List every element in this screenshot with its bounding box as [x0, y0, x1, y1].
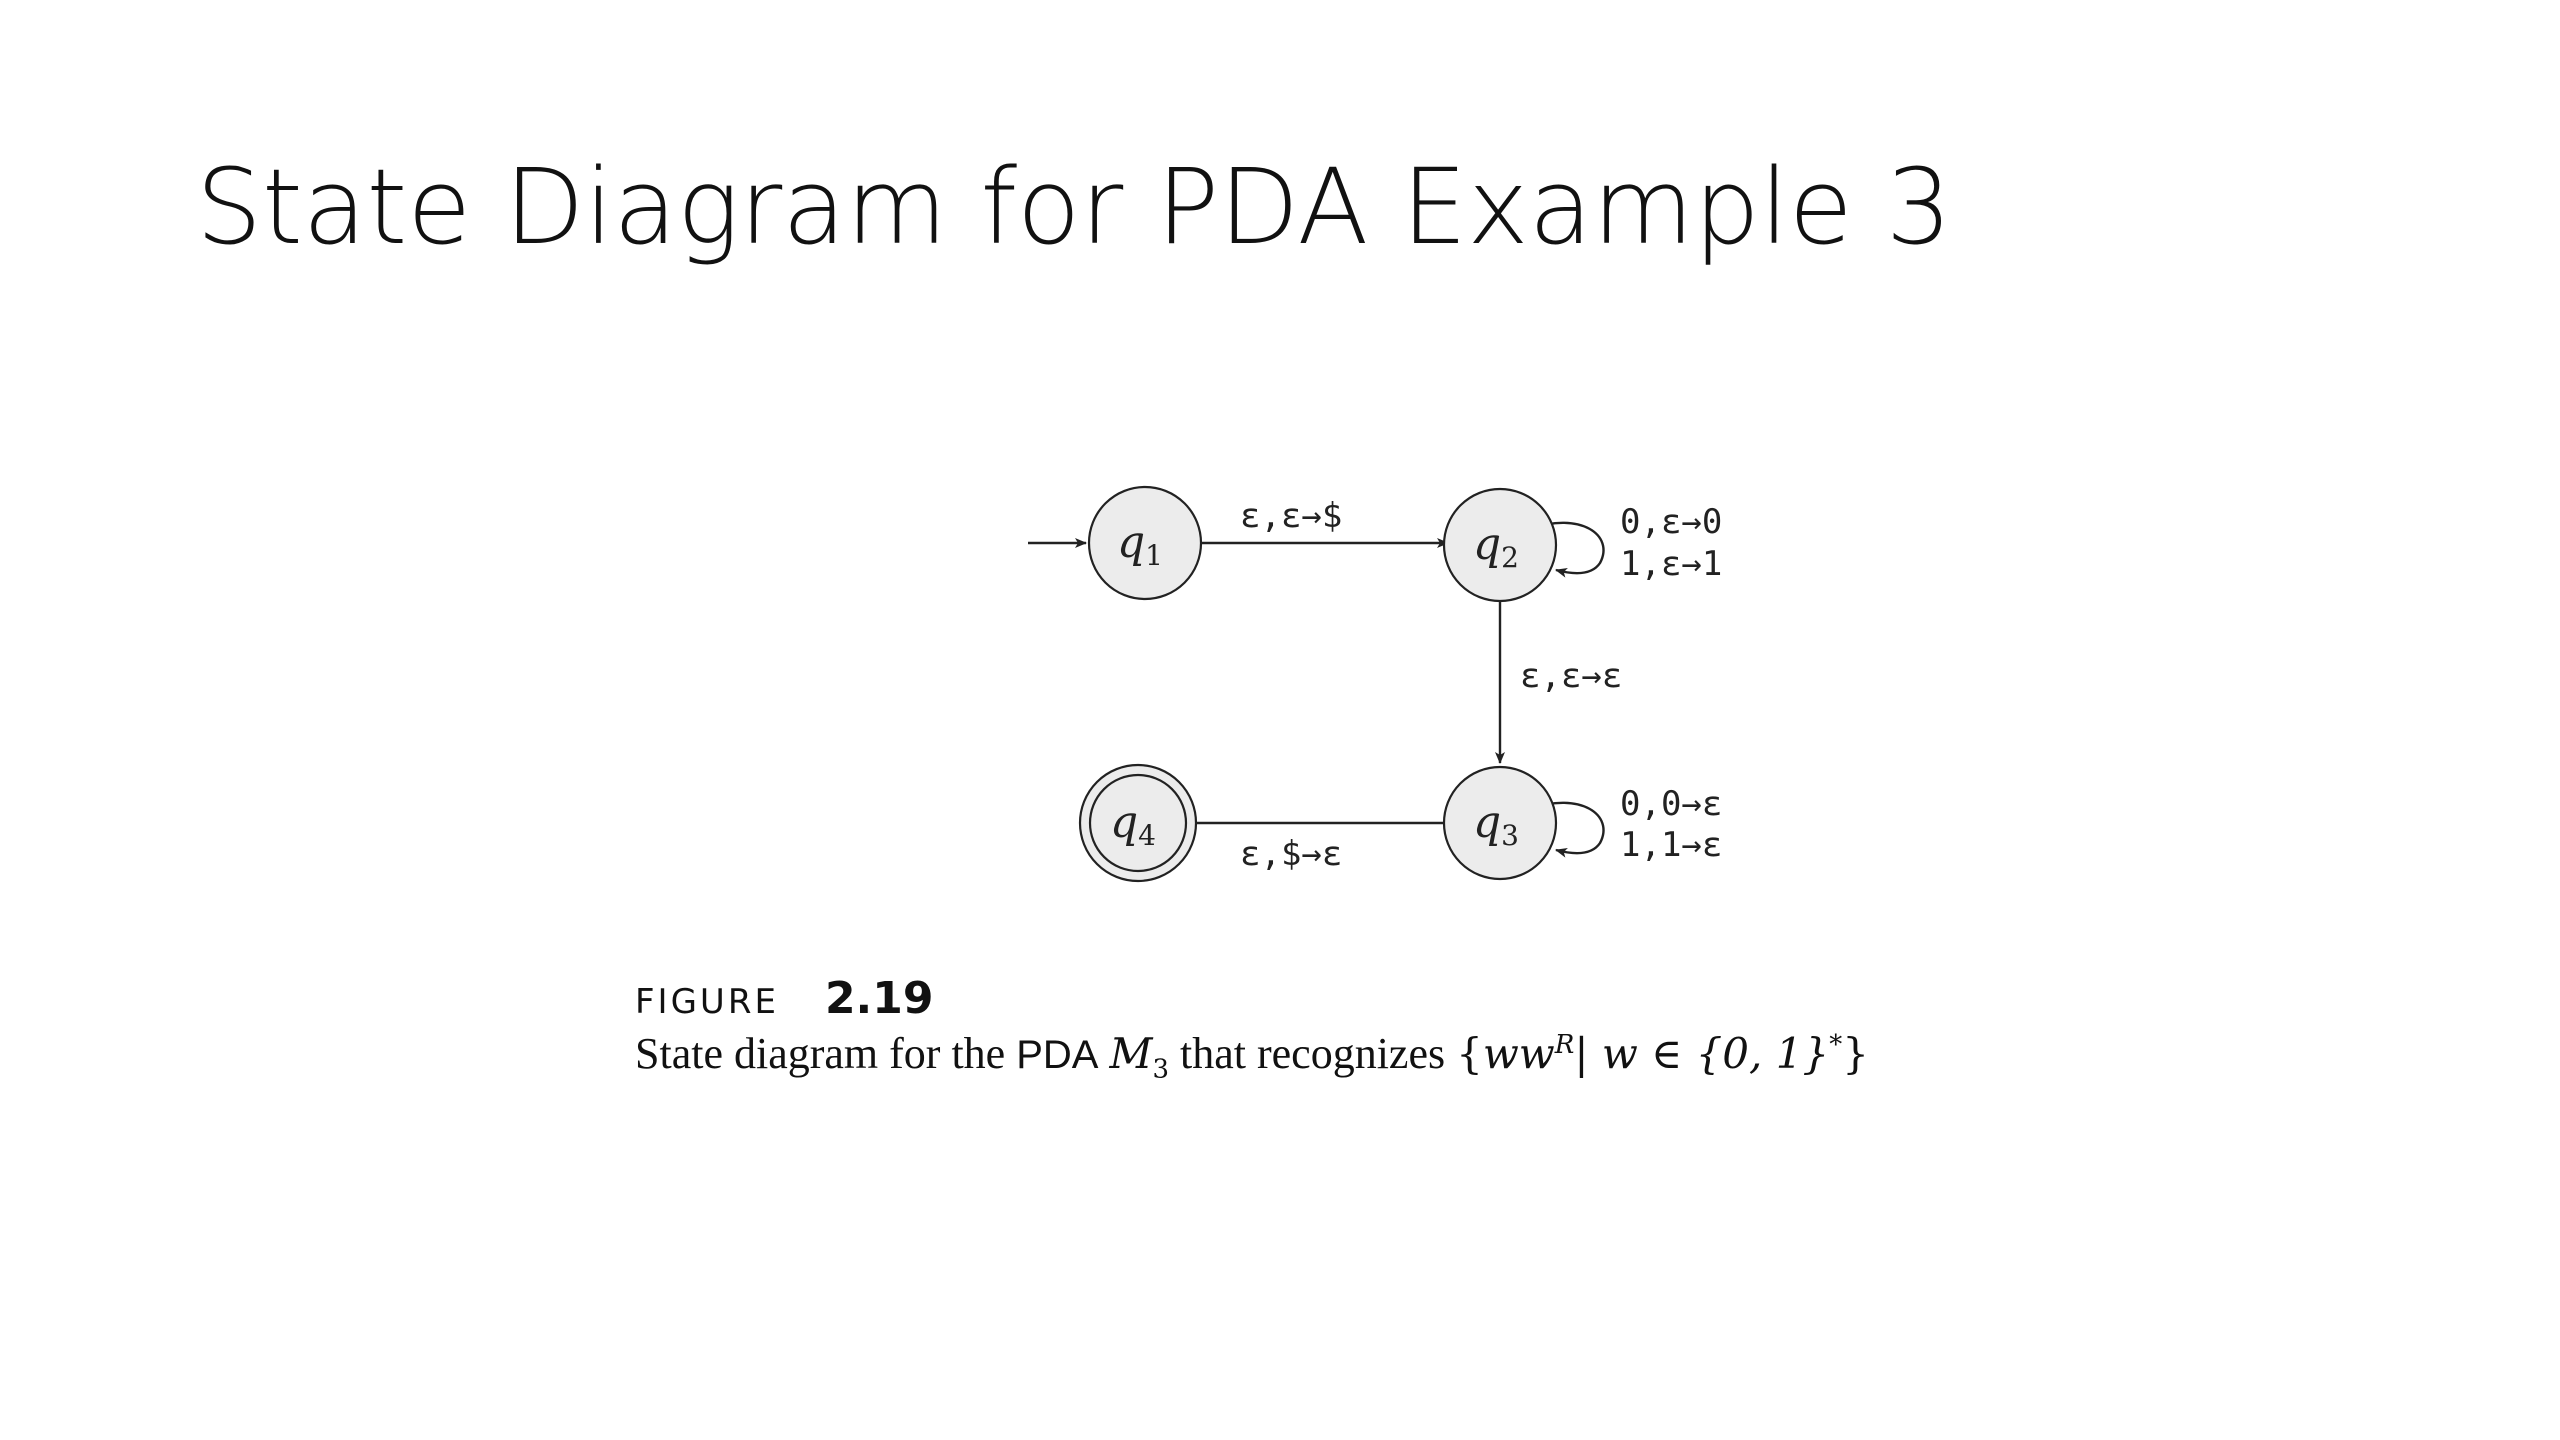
figure-number: 2.19 — [824, 973, 934, 1024]
svg-text:q4: q4 — [1110, 797, 1156, 852]
loop-label-q3-line1: 0,0→ε — [1620, 784, 1723, 824]
svg-text:q2: q2 — [1473, 519, 1519, 574]
svg-text:q1: q1 — [1117, 517, 1163, 572]
slide-title: State Diagram for PDA Example 3 — [196, 146, 1952, 268]
edge-label-q3-q4: ε,$→ε — [1240, 834, 1343, 874]
svg-text:q3: q3 — [1473, 797, 1519, 852]
loop-label-q2-line1: 0,ε→0 — [1620, 502, 1723, 542]
edge-label-q2-q3: ε,ε→ε — [1520, 656, 1623, 696]
caption-text: State diagram for the PDA $M_3$ that recognizes {$ww^R|$ w ∈ {0, 1}*} — [635, 1029, 1869, 1085]
state-q1 — [1089, 487, 1201, 599]
state-q2 — [1444, 489, 1556, 601]
figure-caption — [635, 973, 1869, 1084]
pda-state-diagram — [1000, 465, 1820, 910]
state-q4-accept — [1080, 765, 1196, 881]
state-q3 — [1444, 767, 1556, 879]
loop-label-q3-line2: 1,1→ε — [1620, 825, 1723, 865]
edge-label-q1-q2: ε,ε→$ — [1240, 496, 1343, 536]
loop-label-q2-line2: 1,ε→1 — [1620, 544, 1723, 584]
figure-heading — [635, 973, 1869, 1024]
figure-word: FIGURE — [635, 982, 779, 1022]
